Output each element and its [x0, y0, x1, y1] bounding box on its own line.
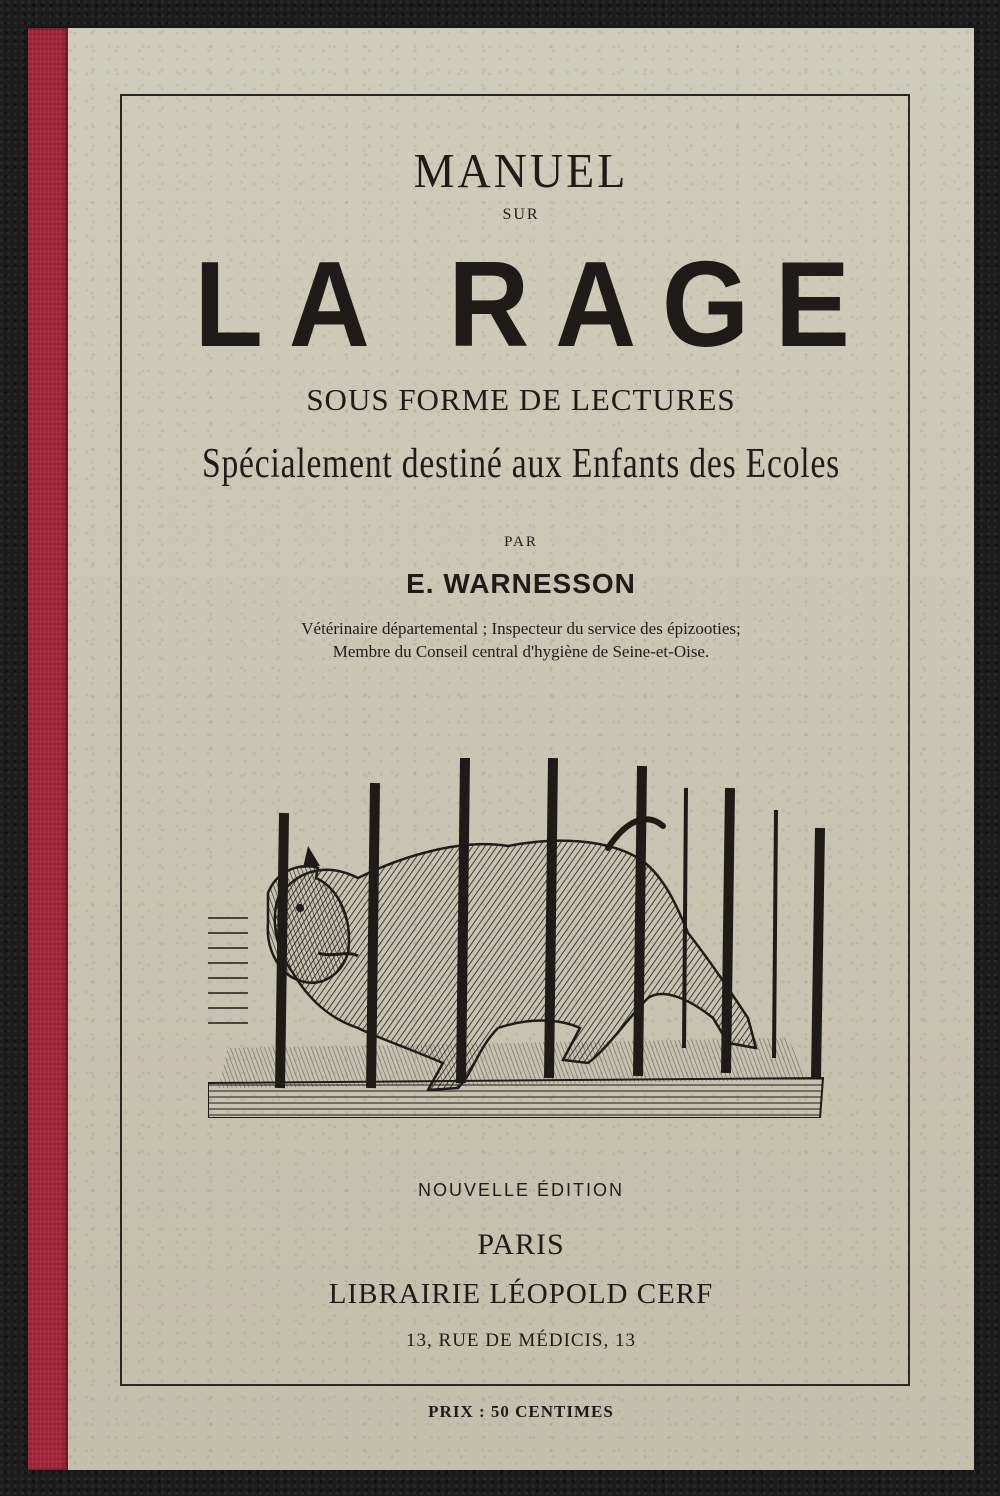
book-cover — [28, 28, 974, 1470]
author-description-line-2: Membre du Conseil central d'hygiène de Seine-et-Oise. — [332, 642, 710, 661]
heading-sur: SUR — [502, 206, 540, 223]
rabid-dog-engraving — [208, 718, 828, 1118]
book-subtitle: SOUS FORME DE LECTURES — [306, 382, 736, 417]
publication-city: PARIS — [477, 1228, 565, 1261]
publisher-address: 13, RUE DE MÉDICIS, 13 — [406, 1330, 636, 1351]
publisher-name: LIBRAIRIE LÉOPOLD CERF — [328, 1278, 714, 1310]
cover-page — [68, 28, 974, 1470]
edition-label: NOUVELLE ÉDITION — [417, 1180, 625, 1200]
book-title: LA RAGE — [194, 236, 876, 372]
author-description-line-1: Vétérinaire départemental ; Inspecteur du service des épizooties; — [301, 619, 741, 638]
author-name: E. WARNESSON — [406, 568, 636, 599]
dedication-line: Spécialement destiné aux Enfants des Ecoles — [201, 441, 841, 487]
price-label: PRIX : 50 CENTIMES — [428, 1402, 614, 1421]
by-label: PAR — [504, 534, 538, 550]
heading-manuel: MANUEL — [413, 143, 629, 198]
book-spine — [28, 28, 68, 1470]
